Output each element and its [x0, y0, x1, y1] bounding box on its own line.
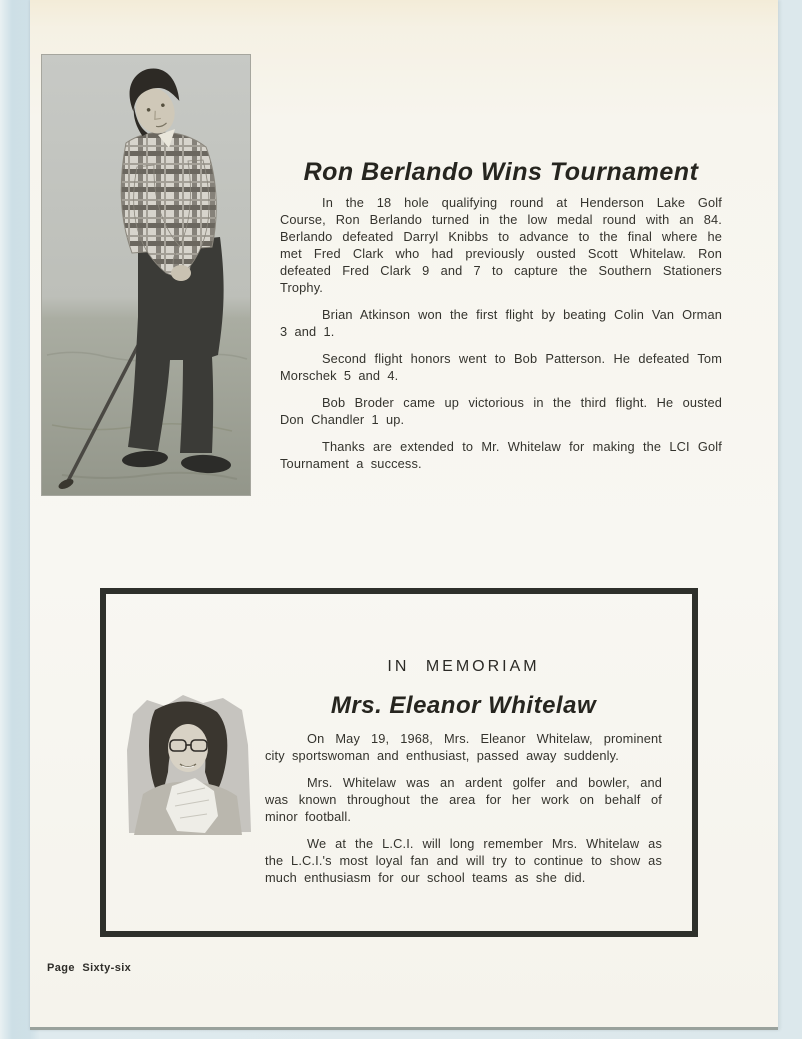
article-paragraph: Second flight honors went to Bob Patterson. He defeated Tom Morschek 5 and 4.: [280, 351, 722, 383]
memoriam-box: [100, 588, 698, 937]
memoriam-name: Mrs. Eleanor Whitelaw: [330, 692, 597, 719]
article-paragraph: In the 18 hole qualifying round at Henderson Lake Golf Course, Ron Berlando turned in the low medal round with an 84. Berlando defeated Darryl Knibbs to advance to the final where he met Fred Clark who had previously ousted Scott Whitelaw. Ron defeated Fred Clark 9 and 7 to capture the Southern Stationers Trophy.: [280, 195, 722, 295]
article-paragraph: Thanks are extended to Mr. Whitelaw for making the LCI Golf Tournament a success.: [280, 439, 722, 471]
article-paragraph: Brian Atkinson won the first flight by beating Colin Van Orman 3 and 1.: [280, 307, 722, 339]
memoriam-heading: IN MEMORIAM: [387, 658, 540, 675]
article-paragraph: Bob Broder came up victorious in the third flight. He ousted Don Chandler 1 up.: [280, 395, 722, 427]
memoriam-content: [265, 658, 662, 896]
memoriam-paragraph: We at the L.C.I. will long remember Mrs. Whitelaw as the L.C.I.'s most loyal fan and will try to continue to show as much enthusiasm for our school teams as she did.: [265, 836, 662, 885]
golfer-photo: [42, 55, 250, 495]
yearbook-page: [30, 0, 778, 1030]
woman-portrait-drawing: [125, 690, 255, 835]
article-golf-tournament: [280, 158, 722, 482]
memoriam-paragraph: On May 19, 1968, Mrs. Eleanor Whitelaw, prominent city sportswoman and enthusiast, passed away suddenly.: [265, 731, 662, 763]
woman-portrait-photo: [125, 690, 255, 835]
page-number: Page Sixty-six: [47, 962, 132, 974]
golfer-photo-drawing: [42, 55, 250, 495]
memoriam-paragraph: Mrs. Whitelaw was an ardent golfer and bowler, and was known throughout the area for her work on behalf of minor football.: [265, 775, 662, 824]
article-title: Ron Berlando Wins Tournament: [303, 158, 699, 186]
